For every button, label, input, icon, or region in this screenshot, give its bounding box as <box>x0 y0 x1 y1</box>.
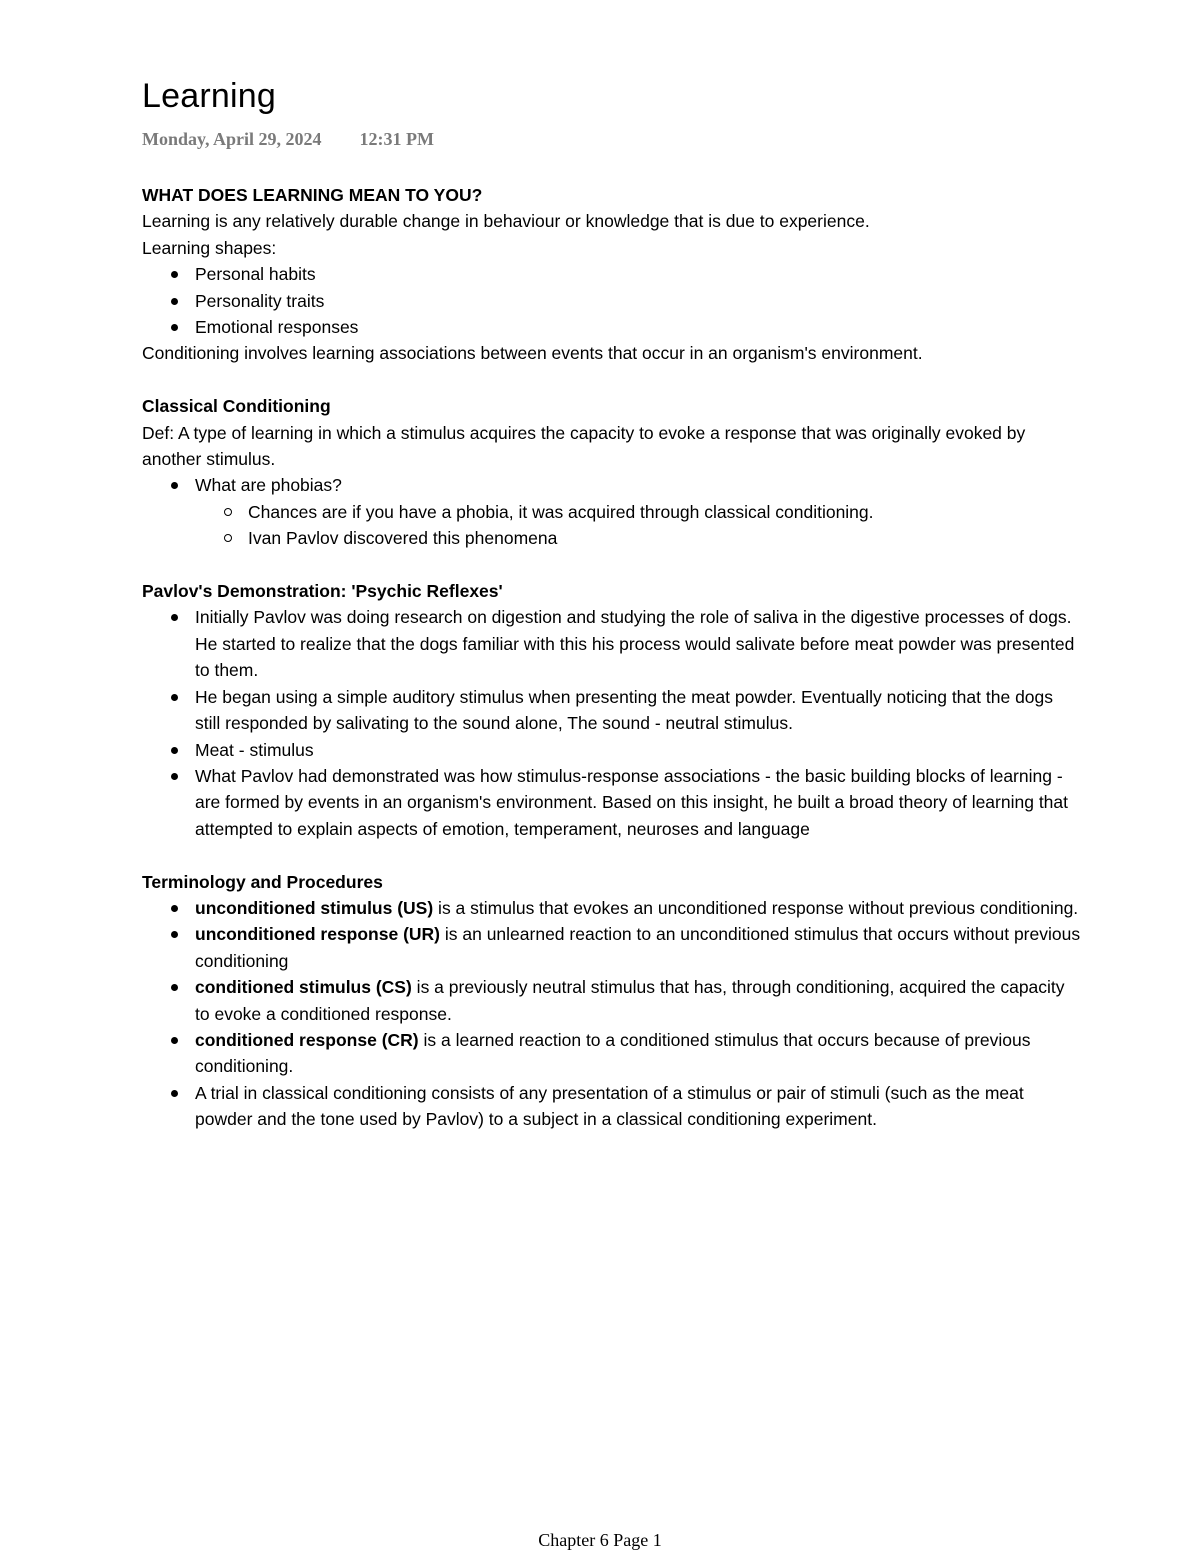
list-item: He began using a simple auditory stimulus when presenting the meat powder. Eventually noticing that the dogs still responded by salivating to the sound alone, The sound - neutral stimulus. <box>195 684 1082 737</box>
list-item: What Pavlov had demonstrated was how stimulus-response associations - the basic building blocks of learning - are formed by events in an organism's environment. Based on this insight, he built a broad theory of learning that attempted to explain aspects of emotion, temperament, neuroses and language <box>195 763 1082 842</box>
learning-shapes-list <box>142 261 1082 340</box>
term-label: conditioned stimulus (CS) <box>195 977 412 998</box>
list-item: Emotional responses <box>195 314 1082 340</box>
section-heading-pavlov: Pavlov's Demonstration: 'Psychic Reflexes' <box>142 581 503 602</box>
phobia-sublist <box>195 499 1082 552</box>
term-text: is a learned reaction to a conditioned stimulus that occurs because of previous conditioning. <box>195 1029 1031 1077</box>
terminology-list <box>142 895 1082 1133</box>
term-label: unconditioned stimulus (US) <box>195 897 434 918</box>
term-text: is a stimulus that evokes an unconditioned response without previous conditioning. <box>433 897 1079 918</box>
learning-definition: Learning is any relatively durable change in behaviour or knowledge that is due to experience. <box>142 211 870 232</box>
section-heading-terminology: Terminology and Procedures <box>142 871 383 892</box>
pavlov-list <box>142 604 1082 842</box>
note-content <box>142 182 1082 1133</box>
spacer <box>142 367 1082 393</box>
phobia-question: What are phobias? <box>195 475 342 496</box>
spacer <box>142 842 1082 868</box>
spacer <box>142 552 1082 578</box>
list-item <box>195 895 1082 921</box>
page-footer: Chapter 6 Page 1 <box>538 1530 662 1550</box>
list-item <box>195 974 1082 1027</box>
section-heading-classical: Classical Conditioning <box>142 396 331 417</box>
list-item <box>195 921 1082 974</box>
term-label: conditioned response (CR) <box>195 1029 419 1050</box>
classical-definition: Def: A type of learning in which a stimulus acquires the capacity to evoke a response that was originally evoked by another stimulus. <box>142 422 1026 470</box>
list-item: Personal habits <box>195 261 1082 287</box>
page-meta <box>142 126 1082 152</box>
page-date: Monday, April 29, 2024 <box>142 129 322 149</box>
sub-list-item: Ivan Pavlov discovered this phenomena <box>248 525 1082 551</box>
list-item: Meat - stimulus <box>195 737 1082 763</box>
list-item: A trial in classical conditioning consists of any presentation of a stimulus or pair of stimuli (such as the meat powder and the tone used by Pavlov) to a subject in a classical conditioning experiment. <box>195 1080 1082 1133</box>
conditioning-statement: Conditioning involves learning associations between events that occur in an organism's environment. <box>142 343 923 364</box>
term-text: is an unlearned reaction to an unconditioned stimulus that occurs without previous conditioning <box>195 924 1081 971</box>
list-item <box>195 472 1082 551</box>
term-label: unconditioned response (UR) <box>195 924 440 945</box>
sub-list-item: Chances are if you have a phobia, it was acquired through classical conditioning. <box>248 499 1082 525</box>
list-item: Personality traits <box>195 288 1082 314</box>
section-heading-learning: WHAT DOES LEARNING MEAN TO YOU? <box>142 185 483 205</box>
learning-shapes-intro: Learning shapes: <box>142 237 277 258</box>
note-page <box>142 72 1082 1133</box>
list-item: Initially Pavlov was doing research on digestion and studying the role of saliva in the digestive processes of dogs. He started to realize that the dogs familiar with this his process would salivate before meat powder was presented to them. <box>195 604 1082 683</box>
term-text: is a previously neutral stimulus that has, through conditioning, acquired the capacity to evoke a conditioned response. <box>195 977 1065 1024</box>
classical-list <box>142 472 1082 551</box>
list-item <box>195 1027 1082 1080</box>
page-time: 12:31 PM <box>359 129 435 149</box>
page-title: Learning <box>142 77 276 115</box>
